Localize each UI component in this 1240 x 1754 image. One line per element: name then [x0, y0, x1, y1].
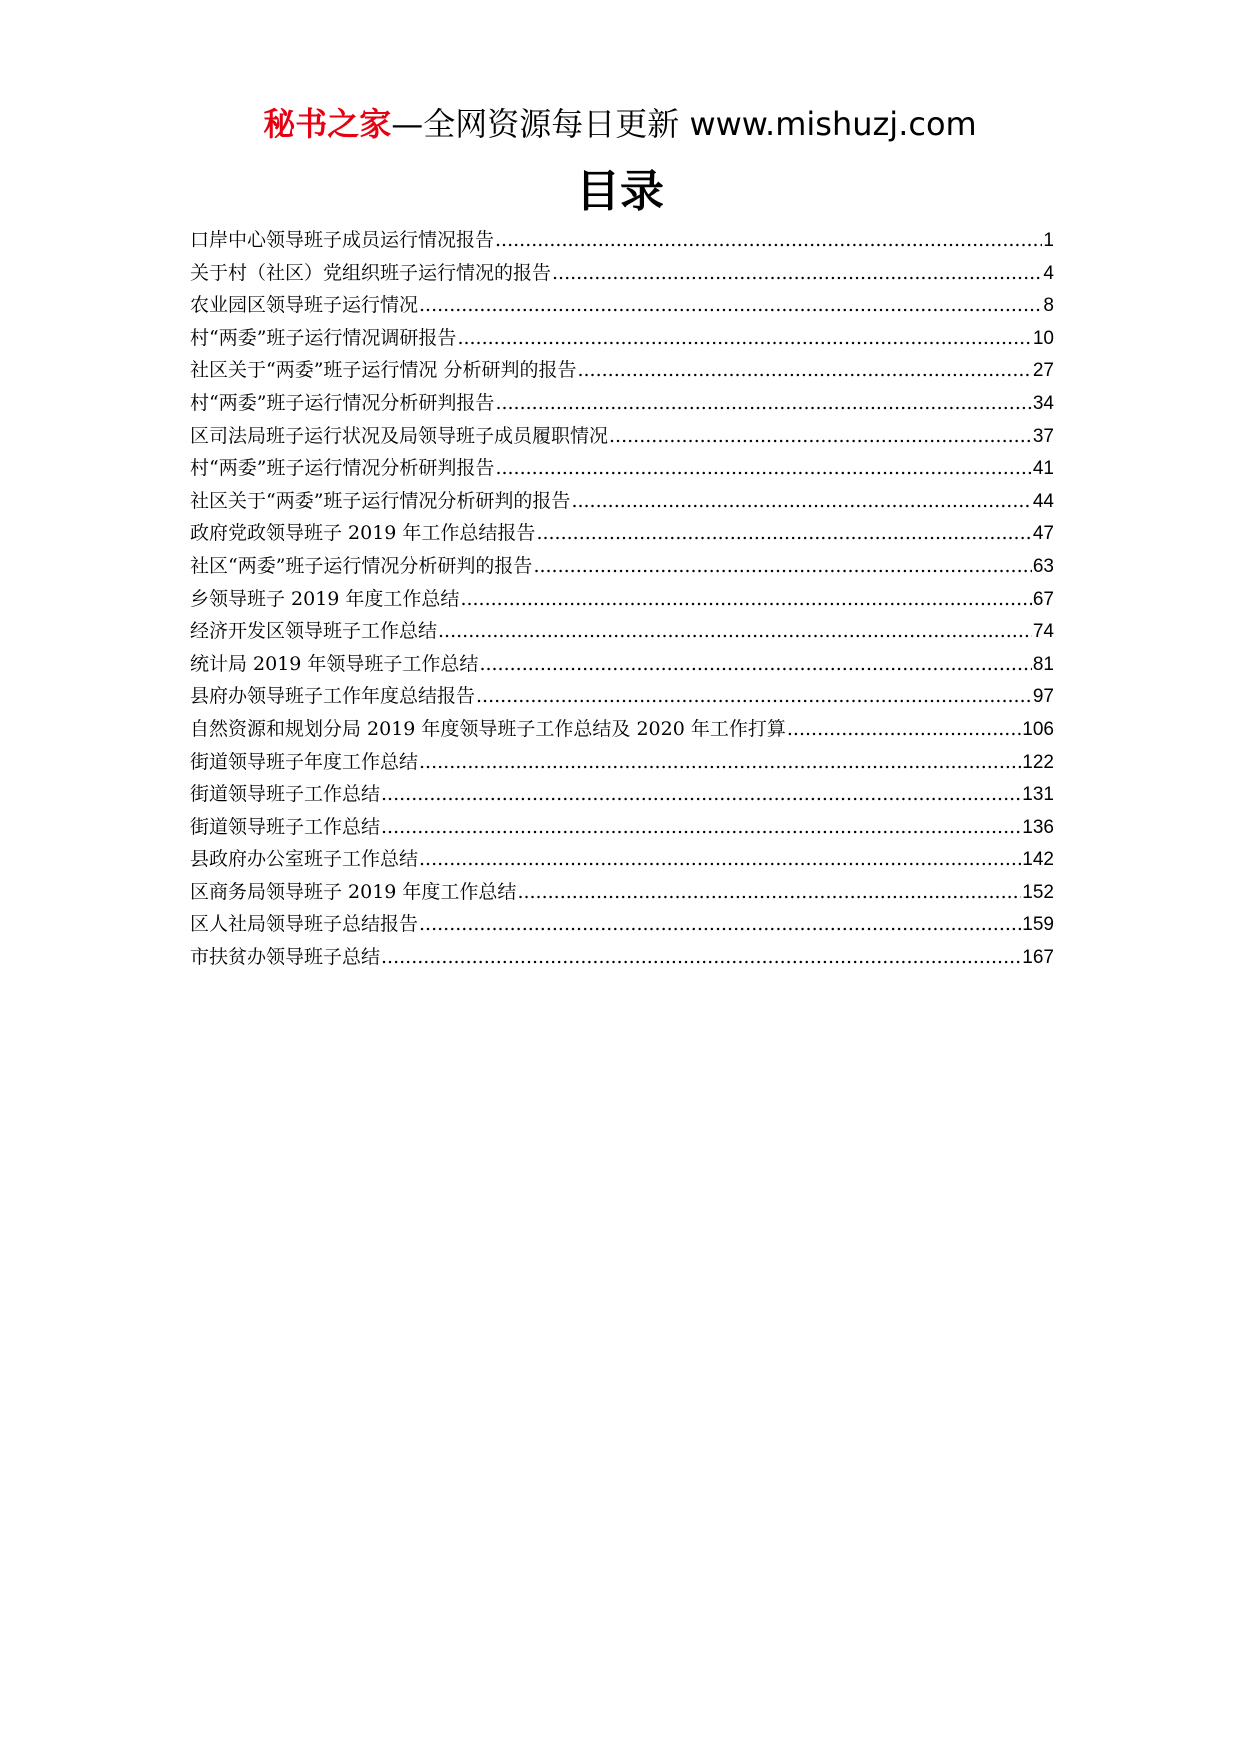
toc-entry-title: 市扶贫办领导班子总结 — [190, 946, 381, 969]
toc-dot-leader — [495, 224, 1042, 257]
toc-entry[interactable] — [190, 517, 1054, 550]
toc-dot-leader — [476, 680, 1032, 713]
toc-entry-title: 统计局 2019 年领导班子工作总结 — [190, 652, 479, 675]
toc-entry[interactable] — [190, 485, 1054, 518]
toc-entry-title: 口岸中心领导班子成员运行情况报告 — [190, 229, 495, 251]
toc-dot-leader — [479, 648, 1031, 681]
toc-entry-page-number: 152 — [1022, 881, 1054, 903]
toc-entry-page-number: 63 — [1032, 555, 1054, 577]
toc-dot-leader — [381, 941, 1021, 974]
toc-entry-page-number: 97 — [1032, 686, 1054, 708]
brand-name: 秘书之家 — [263, 105, 392, 143]
toc-entry-page-number: 37 — [1032, 425, 1054, 447]
toc-dot-leader — [552, 257, 1042, 290]
toc-title: 目录 — [576, 166, 664, 217]
toc-entry[interactable] — [190, 876, 1054, 909]
toc-entry[interactable] — [190, 908, 1054, 941]
toc-entry-page-number: 74 — [1032, 621, 1054, 643]
toc-entry[interactable] — [190, 680, 1054, 713]
toc-entry[interactable] — [190, 811, 1054, 844]
toc-entry-title: 街道领导班子年度工作总结 — [190, 750, 419, 773]
toc-entry[interactable] — [190, 583, 1054, 616]
toc-entry-title: 县政府办公室班子工作总结 — [190, 848, 419, 871]
toc-entry[interactable] — [190, 550, 1054, 583]
toc-dot-leader — [419, 746, 1021, 779]
toc-entry-page-number: 8 — [1043, 295, 1054, 317]
toc-entry-page-number: 10 — [1032, 327, 1054, 349]
toc-dot-leader — [419, 908, 1021, 941]
toc-entry-page-number: 67 — [1032, 588, 1054, 610]
toc-dot-leader — [495, 387, 1031, 420]
toc-entry-page-number: 142 — [1022, 849, 1054, 871]
toc-entry-page-number: 106 — [1022, 718, 1054, 740]
toc-dot-leader — [577, 354, 1031, 387]
toc-dot-leader — [571, 485, 1031, 518]
toc-entry-title: 农业园区领导班子运行情况 — [190, 294, 419, 317]
toc-entry-page-number: 136 — [1022, 816, 1054, 838]
toc-entry-page-number: 4 — [1043, 262, 1054, 284]
toc-dot-leader — [419, 289, 1042, 322]
toc-entry-title: 县府办领导班子工作年度总结报告 — [190, 685, 476, 708]
toc-entry[interactable] — [190, 387, 1054, 420]
toc-entry[interactable] — [190, 289, 1054, 322]
toc-entry[interactable] — [190, 843, 1054, 876]
toc-dot-leader — [536, 517, 1031, 550]
toc-dot-leader — [381, 778, 1021, 811]
toc-entry[interactable] — [190, 322, 1054, 355]
toc-entry[interactable] — [190, 648, 1054, 681]
toc-entry-title: 社区关于“两委”班子运行情况分析研判的报告 — [190, 489, 571, 512]
toc-entry-page-number: 44 — [1032, 490, 1054, 512]
toc-dot-leader — [438, 615, 1032, 648]
toc-entry[interactable] — [190, 746, 1054, 779]
toc-entry-title: 政府党政领导班子 2019 年工作总结报告 — [190, 522, 536, 545]
toc-entry[interactable] — [190, 615, 1054, 648]
toc-dot-leader — [381, 811, 1021, 844]
toc-entry[interactable] — [190, 778, 1054, 811]
toc-dot-leader — [517, 876, 1021, 909]
toc-entry[interactable] — [190, 941, 1054, 974]
toc-entry-page-number: 81 — [1032, 653, 1054, 675]
toc-entry-title: 乡领导班子 2019 年度工作总结 — [190, 587, 460, 610]
toc-entry-page-number: 159 — [1022, 914, 1054, 936]
toc-entry-page-number: 34 — [1032, 392, 1054, 414]
toc-entry-title: 街道领导班子工作总结 — [190, 815, 381, 838]
site-header — [0, 98, 1240, 150]
toc-entry[interactable] — [190, 224, 1054, 257]
toc-entry-title: 区司法局班子运行状况及局领导班子成员履职情况 — [190, 424, 609, 447]
toc-dot-leader — [457, 322, 1031, 355]
toc-entry[interactable] — [190, 713, 1054, 746]
toc-entry-title: 区人社局领导班子总结报告 — [190, 913, 419, 936]
toc-entry-title: 社区关于“两委”班子运行情况 分析研判的报告 — [190, 359, 577, 382]
toc-entry-title: 村“两委”班子运行情况调研报告 — [190, 326, 457, 349]
toc-dot-leader — [495, 452, 1031, 485]
toc-entry-title: 关于村（社区）党组织班子运行情况的报告 — [190, 261, 552, 284]
toc-dot-leader — [533, 550, 1031, 583]
toc-entry-page-number: 1 — [1043, 230, 1054, 251]
header-tagline: —全网资源每日更新 www.mishuzj.com — [391, 105, 977, 143]
toc-entry-page-number: 47 — [1032, 523, 1054, 545]
toc-dot-leader — [460, 583, 1031, 616]
toc-entry-page-number: 122 — [1022, 751, 1054, 773]
toc-entry-title: 经济开发区领导班子工作总结 — [190, 620, 438, 643]
table-of-contents — [190, 224, 1054, 974]
toc-entry-page-number: 41 — [1032, 458, 1054, 480]
toc-entry[interactable] — [190, 354, 1054, 387]
toc-dot-leader — [609, 420, 1032, 453]
toc-dot-leader — [419, 843, 1021, 876]
toc-entry-title: 村“两委”班子运行情况分析研判报告 — [190, 391, 495, 414]
toc-entry[interactable] — [190, 257, 1054, 290]
toc-entry-page-number: 167 — [1022, 947, 1054, 969]
toc-entry-page-number: 27 — [1032, 360, 1054, 382]
toc-entry-title: 社区“两委”班子运行情况分析研判的报告 — [190, 554, 533, 577]
toc-entry-title: 区商务局领导班子 2019 年度工作总结 — [190, 880, 517, 903]
toc-entry-title: 自然资源和规划分局 2019 年度领导班子工作总结及 2020 年工作打算 — [190, 717, 786, 740]
toc-entry[interactable] — [190, 452, 1054, 485]
toc-entry[interactable] — [190, 420, 1054, 453]
toc-entry-title: 街道领导班子工作总结 — [190, 783, 381, 806]
toc-entry-title: 村“两委”班子运行情况分析研判报告 — [190, 457, 495, 480]
toc-entry-page-number: 131 — [1022, 784, 1054, 806]
toc-dot-leader — [787, 713, 1021, 746]
